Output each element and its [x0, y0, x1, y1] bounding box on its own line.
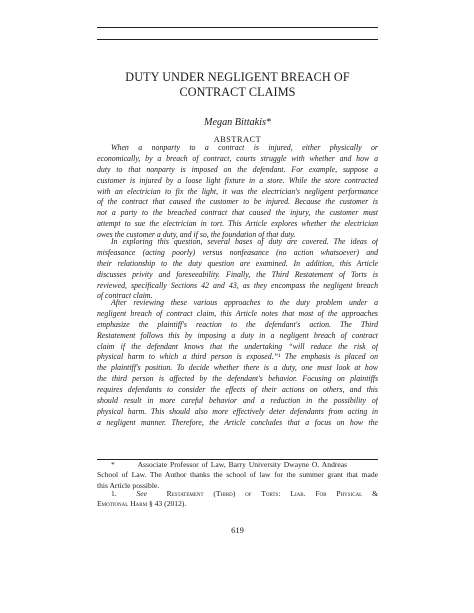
- footnote-marker: 1.: [111, 489, 117, 498]
- page-number: 619: [231, 525, 244, 535]
- text-line: After reviewing these various approaches to the duty problem under a: [111, 298, 378, 307]
- footnote-1: [97, 489, 378, 510]
- footnote-citation-section: § 43 (2012).: [147, 499, 187, 509]
- author-name: Megan Bittakis*: [203, 117, 272, 128]
- text-line: owes the customer a duty, and if so, the foundation of that duty.: [97, 230, 296, 240]
- article-title: [97, 70, 378, 100]
- footnote-signal: See: [136, 489, 147, 498]
- footnote-line: [97, 499, 378, 509]
- text-line: physical harm to which a third person is exposed.”¹ The emphasis is placed on: [97, 352, 378, 362]
- text-line: a negligent manner. Therefore, the Article concludes that a focus on how the: [97, 417, 378, 427]
- text-line: of the contract that caused the customer to be injured. Because the customer is: [97, 197, 378, 207]
- text-line: should result in more careful behavior and a reduction in the possibility of: [97, 396, 378, 406]
- text-line: the third person is affected by the defendant's behavior. Focusing on plaintiffs: [97, 374, 378, 384]
- footnote-line: [97, 489, 378, 499]
- text-line: the plaintiff's position. To decide whether there is a duty, one must look at how: [97, 363, 378, 373]
- footnote-line: * Associate Professor of Law, Barry University Dwayne O. Andreas: [111, 460, 348, 469]
- text-line: economically, by a breach of contract, courts struggle with whether and how a: [97, 153, 378, 163]
- footnote-author: [97, 460, 378, 491]
- abstract-paragraph-1: [97, 143, 378, 241]
- text-line: misfeasance (acting poorly) versus nonfeasance (no action whatsoever) and: [97, 247, 378, 257]
- abstract-paragraph-3: [97, 298, 378, 429]
- text-line: When a nonparty to a contract is injured, either physically or: [111, 143, 378, 152]
- text-line: not a party to the breached contract that caused the injury, the customer must: [97, 208, 378, 218]
- footnote-citation-cont: Emotional Harm: [97, 499, 148, 509]
- footnote-line: School of Law. The Author thanks the school of law for the summer grant that made: [97, 470, 378, 480]
- text-line: customer is injured by a loose light fixture in a store. While the store contracted: [97, 175, 378, 185]
- header-rule-bottom: [97, 39, 378, 40]
- text-line: their relationship to the duty question are examined. In addition, this Article: [97, 258, 378, 268]
- header-rule-top: [97, 27, 378, 28]
- text-line: reviewed, specifically Sections 42 and 43, as they encompass the negligent breach: [97, 280, 378, 290]
- text-line: attempt to sue the electrician in tort. This Article explores whether the electrician: [97, 219, 378, 229]
- text-line: physical harm. This should also more effectively deter defendants from acting in: [97, 406, 378, 416]
- title-line-2: CONTRACT CLAIMS: [179, 85, 296, 99]
- text-line: emphasize the plaintiff's reaction to the defendant's action. The Third: [97, 319, 378, 329]
- text-line: claim if the defendant knows that the undertaking “will reduce the risk of: [97, 341, 378, 351]
- footnote-line: this Article possible.: [97, 480, 160, 490]
- text-line: duty to that nonparty is imposed on the defendant. For example, suppose a: [97, 164, 378, 174]
- text-line: of contract claim.: [97, 291, 153, 301]
- abstract-heading: ABSTRACT: [213, 135, 262, 144]
- footnote-citation: Restatement (Third) of Torts: Liab. For Physical &: [166, 489, 378, 498]
- text-line: requires defendants to consider the effects of their actions on others, and this: [97, 385, 378, 395]
- text-line: with an electrician to fix the light, it was the electrician's negligent performance: [97, 186, 378, 196]
- text-line: In exploring this question, several bases of duty are covered. The ideas of: [111, 237, 378, 246]
- title-line-1: DUTY UNDER NEGLIGENT BREACH OF: [125, 70, 350, 84]
- text-line: negligent breach of contract claim, this Article notes that most of the approaches: [97, 308, 378, 318]
- text-line: Restatement follows this by imposing a duty in a negligent breach of contract: [97, 330, 378, 340]
- abstract-paragraph-2: [97, 237, 378, 302]
- text-line: discusses privity and foreseeability. Finally, the Third Restatement of Torts is: [97, 269, 378, 279]
